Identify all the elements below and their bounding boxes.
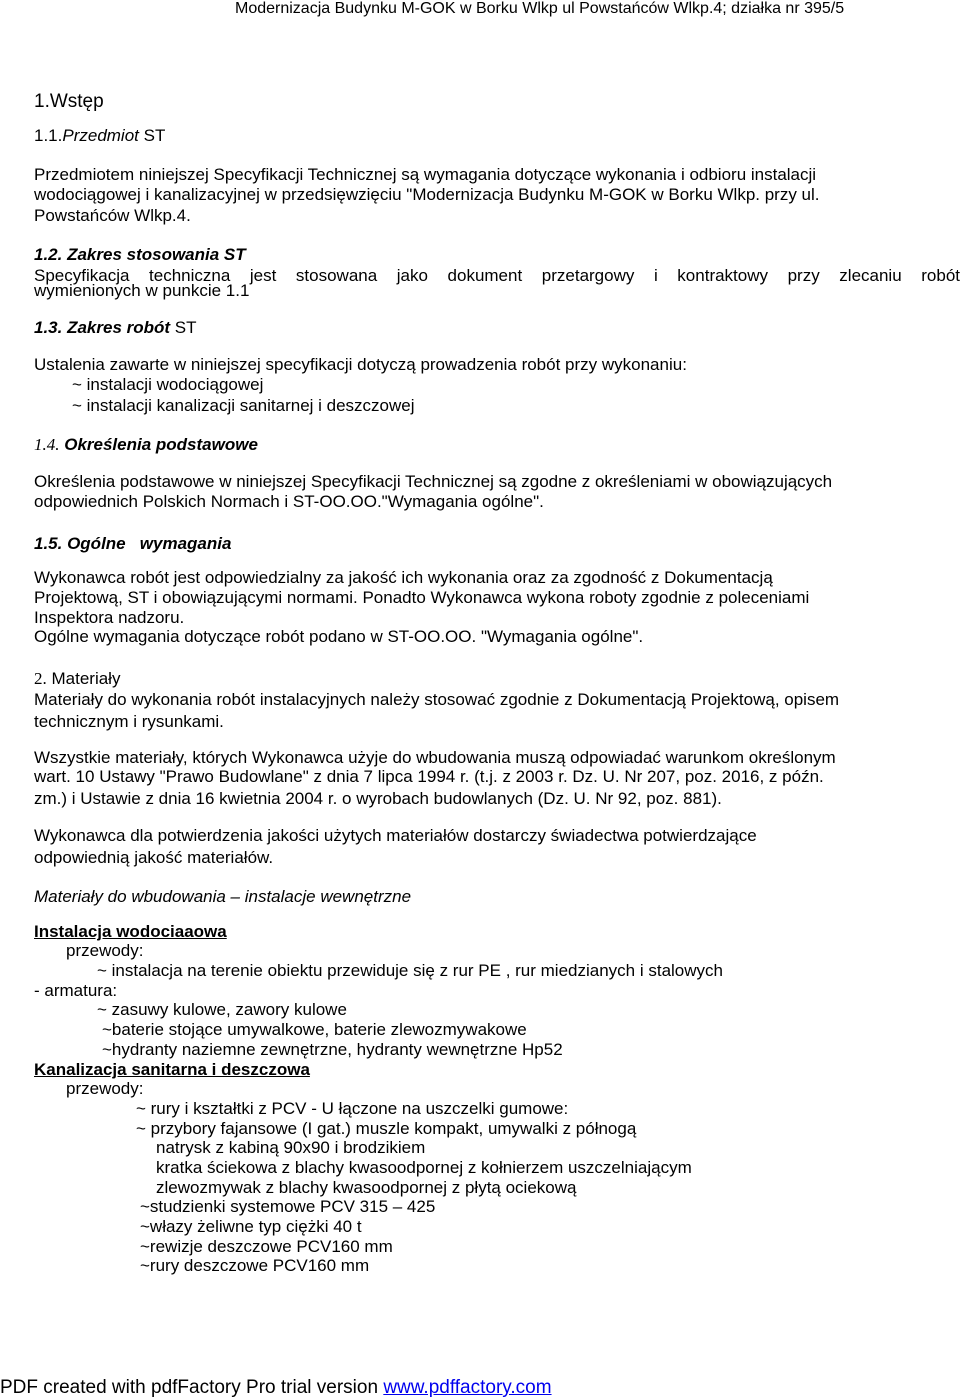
materials-subheading: Materiały do wbudowania – instalacje wewnętrzne	[34, 887, 412, 906]
water-line: przewody:	[66, 941, 144, 960]
water-installation-title: Instalacja wodociaaowa	[34, 922, 227, 941]
section-2-p2-line: Wszystkie materiały, których Wykonawca użyje do wbudowania muszą odpowiadać warunkom określonym	[34, 748, 836, 767]
sewer-installation-title: Kanalizacja sanitarna i deszczowa	[34, 1060, 310, 1079]
section-1-1-number: 1.1.	[34, 126, 63, 145]
sewer-line: ~rury deszczowe PCV160 mm	[140, 1256, 370, 1275]
section-1-1-line: Przedmiotem niniejszej Specyfikacji Technicznej są wymagania dotyczące wykonania i odbioru instalacji	[34, 165, 817, 184]
section-2-p3-line: odpowiednią jakość materiałów.	[34, 848, 274, 867]
sewer-line: przewody:	[66, 1079, 144, 1098]
sewer-line: zlewozmywak z blachy kwasoodpornej z płytą ociekową	[156, 1178, 577, 1197]
section-1-3-heading	[34, 318, 197, 337]
section-2-number: 2.	[34, 669, 47, 688]
section-2-p1-line: Materiały do wykonania robót instalacyjnych należy stosować zgodnie z Dokumentacją Projektową, opisem	[34, 690, 840, 709]
section-1-3-intro: Ustalenia zawarte w niniejszej specyfikacji dotyczą prowadzenia robót przy wykonaniu:	[34, 355, 687, 374]
section-1-1-heading	[34, 126, 165, 145]
pdf-footer	[0, 1377, 552, 1399]
section-1-1-title: Przedmiot	[62, 126, 139, 145]
section-2-p2-line: zm.) i Ustawie z dnia 16 kwietnia 2004 r. o wyrobach budowlanych (Dz. U. Nr 92, poz. 881).	[34, 789, 722, 808]
section-1-5-line: Ogólne wymagania dotyczące robót podano w ST-OO.OO. "Wymagania ogólne".	[34, 627, 644, 646]
section-1-5-heading: 1.5. Ogólne wymagania	[34, 534, 232, 553]
section-1-5-line: Inspektora nadzoru.	[34, 608, 185, 627]
section-1-4-line: Określenia podstawowe w niniejszej Specyfikacji Technicznej są zgodne z określeniami w obowiązujących	[34, 472, 833, 491]
section-1-2-heading: 1.2. Zakres stosowania ST	[34, 245, 246, 264]
section-1-3-item: ~ instalacji wodociągowej	[72, 375, 264, 394]
sewer-line: ~ przybory fajansowe (I gat.) muszle kompakt, umywalki z półnogą	[136, 1119, 637, 1138]
section-2-p1-line: technicznym i rysunkami.	[34, 712, 224, 731]
sewer-line: ~rewizje deszczowe PCV160 mm	[140, 1237, 393, 1256]
sewer-line: ~ rury i kształtki z PCV - U łączone na uszczelki gumowe:	[136, 1099, 569, 1118]
sewer-line: ~studzienki systemowe PCV 315 – 425	[140, 1197, 436, 1216]
section-1-3-item: ~ instalacji kanalizacji sanitarnej i deszczowej	[72, 396, 415, 415]
sewer-line: ~włazy żeliwne typ ciężki 40 t	[140, 1217, 362, 1236]
section-1-5-line: Projektową, ST i obowiązującymi normami. Ponadto Wykonawca wykona roboty zgodnie z poleceniami	[34, 588, 810, 607]
pdf-footer-link[interactable]: www.pdffactory.com	[383, 1377, 552, 1398]
section-1-4-title: Określenia podstawowe	[64, 435, 258, 454]
section-1-2-line: Specyfikacja techniczna jest stosowana jako dokument przetargowy i kontraktowy przy zlecaniu robót	[34, 266, 960, 285]
section-1-1-line: Powstańców Wlkp.4.	[34, 206, 191, 225]
water-line: ~ zasuwy kulowe, zawory kulowe	[97, 1000, 347, 1019]
water-line: ~hydranty naziemne zewnętrzne, hydranty wewnętrzne Hp52	[102, 1040, 563, 1059]
section-2-title: Materiały	[51, 669, 121, 688]
water-line: ~ instalacja na terenie obiektu przewiduje się z rur PE , rur miedzianych i stalowych	[97, 961, 723, 980]
section-2-p2-line: wart. 10 Ustawy "Prawo Budowlane" z dnia 7 lipca 1994 r. (t.j. z 2003 r. Dz. U. Nr 207, poz. 2016, z późn.	[34, 767, 824, 786]
section-1-2-line: wymienionych w punkcie 1.1	[34, 281, 250, 300]
section-1-title: 1.Wstęp	[34, 91, 104, 112]
section-1-4-number: 1.4.	[34, 435, 60, 454]
water-line: ~baterie stojące umywalkowe, baterie zlewozmywakowe	[102, 1020, 527, 1039]
water-line: - armatura:	[34, 981, 118, 1000]
section-2-heading	[34, 669, 120, 688]
sewer-line: kratka ściekowa z blachy kwasoodpornej z kołnierzem uszczelniającym	[156, 1158, 692, 1177]
pdf-footer-text: PDF created with pdfFactory Pro trial version	[0, 1377, 384, 1398]
page-header: Modernizacja Budynku M-GOK w Borku Wlkp ul Powstańców Wlkp.4; działka nr 395/5	[235, 0, 845, 17]
section-2-p3-line: Wykonawca dla potwierdzenia jakości użytych materiałów dostarczy świadectwa potwierdzające	[34, 826, 757, 845]
section-1-3-title: 1.3. Zakres robót	[34, 318, 171, 337]
section-1-5-line: Wykonawca robót jest odpowiedzialny za jakość ich wykonania oraz za zgodność z Dokumentacją	[34, 568, 773, 587]
sewer-line: natrysk z kabiną 90x90 i brodzikiem	[156, 1138, 426, 1157]
section-1-4-line: odpowiednich Polskich Normach i ST-OO.OO."Wymagania ogólne".	[34, 492, 544, 511]
section-1-4-heading	[34, 435, 258, 454]
section-1-3-suffix: ST	[174, 318, 197, 337]
section-1-1-line: wodociągowej i kanalizacyjnej w przedsięwzięciu "Modernizacja Budynku M-GOK w Borku Wlkp. przy ul.	[34, 185, 820, 204]
section-1-1-suffix: ST	[143, 126, 166, 145]
